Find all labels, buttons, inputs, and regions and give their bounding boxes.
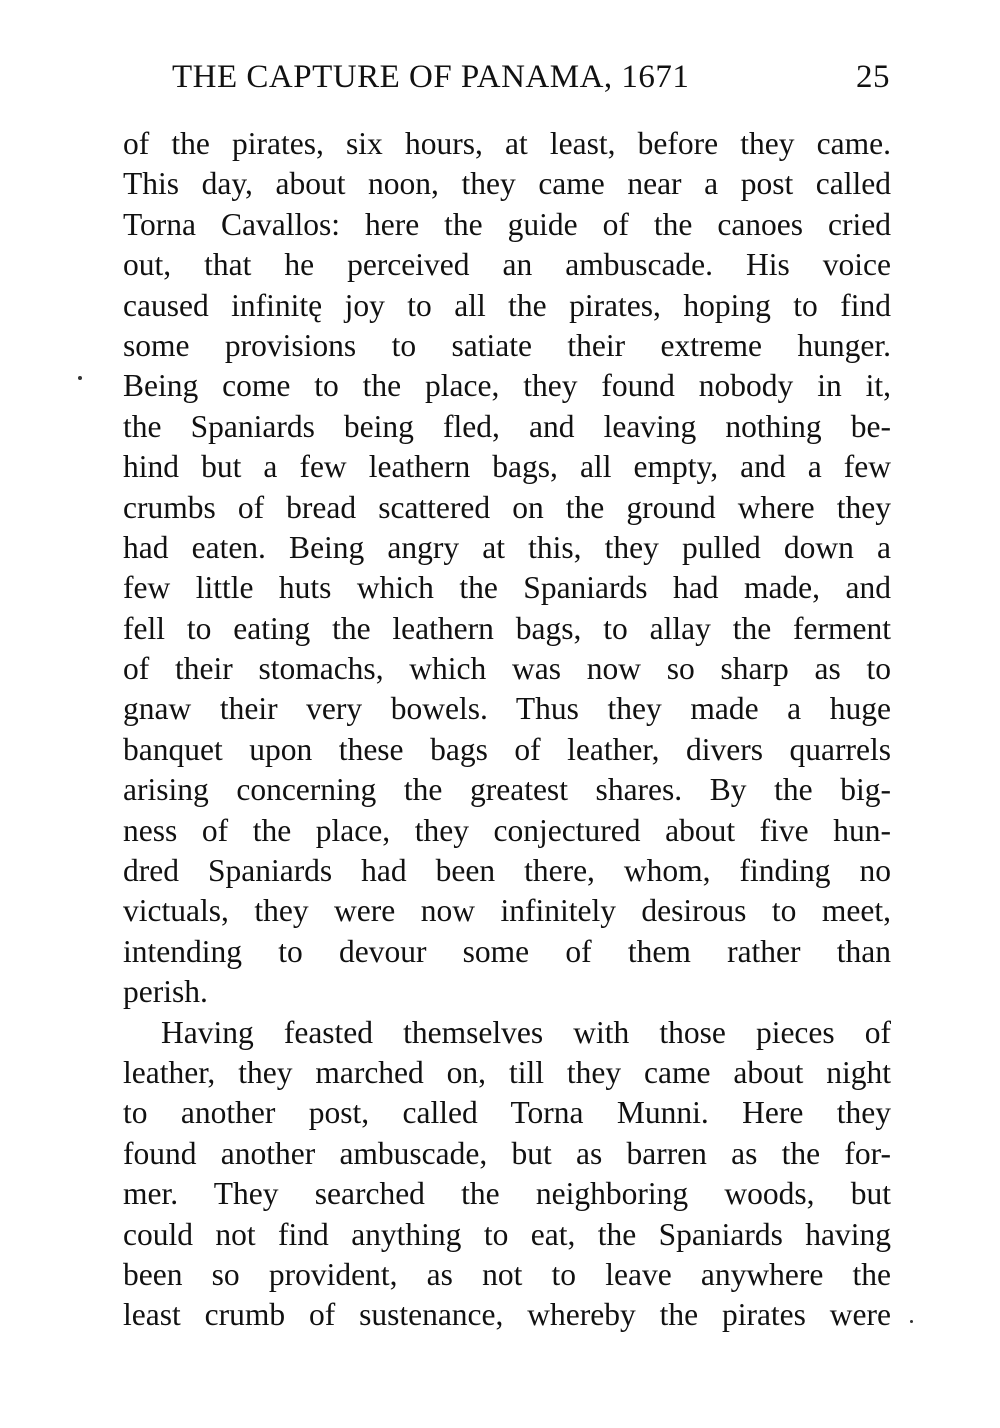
body-text [123,124,891,1336]
text-line: few little huts which the Spaniards had made, and [123,570,891,606]
text-line: perish. [123,974,208,1010]
text-line: banquet upon these bags of leather, divers quarrels [123,731,891,767]
text-line: crumbs of bread scattered on the ground where they [123,489,891,525]
text-line: some provisions to satiate their extreme hunger. [123,327,891,363]
text-line: Being come to the place, they found nobody in it, [123,368,891,404]
text-line: fell to eating the leathern bags, to allay the ferment [123,610,891,646]
text-line: Having feasted themselves with those pieces of [161,1014,891,1050]
text-line: Torna Cavallos: here the guide of the canoes cried [123,206,891,242]
text-line: of their stomachs, which was now so sharp as to [123,651,891,687]
text-line: to another post, called Torna Munni. Here they [123,1095,891,1131]
text-line: had eaten. Being angry at this, they pulled down a [123,529,891,565]
text-line: of the pirates, six hours, at least, before they came. [123,126,891,161]
paragraph [123,124,891,1013]
text-line: dred Spaniards had been there, whom, finding no [123,853,891,889]
paragraph [123,1013,891,1336]
text-line: This day, about noon, they came near a post called [123,166,891,202]
text-line: gnaw their very bowels. Thus they made a huge [123,691,891,727]
running-head [172,52,890,102]
text-line: found another ambuscade, but as barren as the for- [123,1135,891,1171]
text-line: arising concerning the greatest shares. By the big- [123,772,891,808]
print-speck [910,1320,913,1323]
text-line: least crumb of sustenance, whereby the pirates were [123,1297,891,1333]
text-line: been so provident, as not to leave anywhere the [123,1256,891,1292]
text-line: intending to devour some of them rather than [123,933,891,969]
text-line: ness of the place, they conjectured about five hun- [123,812,891,848]
text-line: mer. They searched the neighboring woods, but [123,1176,891,1212]
text-line: victuals, they were now infinitely desirous to meet, [123,893,891,929]
text-line: out, that he perceived an ambuscade. His voice [123,247,891,283]
page-number: 25 [856,59,890,95]
print-speck [78,376,82,380]
running-head-title: THE CAPTURE OF PANAMA, 1671 [172,59,690,95]
text-line: leather, they marched on, till they came about night [123,1054,891,1090]
text-line: hind but a few leathern bags, all empty, and a few [123,449,891,485]
text-line: could not find anything to eat, the Spaniards having [123,1216,891,1252]
text-line: caused infinitę joy to all the pirates, hoping to find [123,287,891,323]
text-line: the Spaniards being fled, and leaving nothing be- [123,408,891,444]
